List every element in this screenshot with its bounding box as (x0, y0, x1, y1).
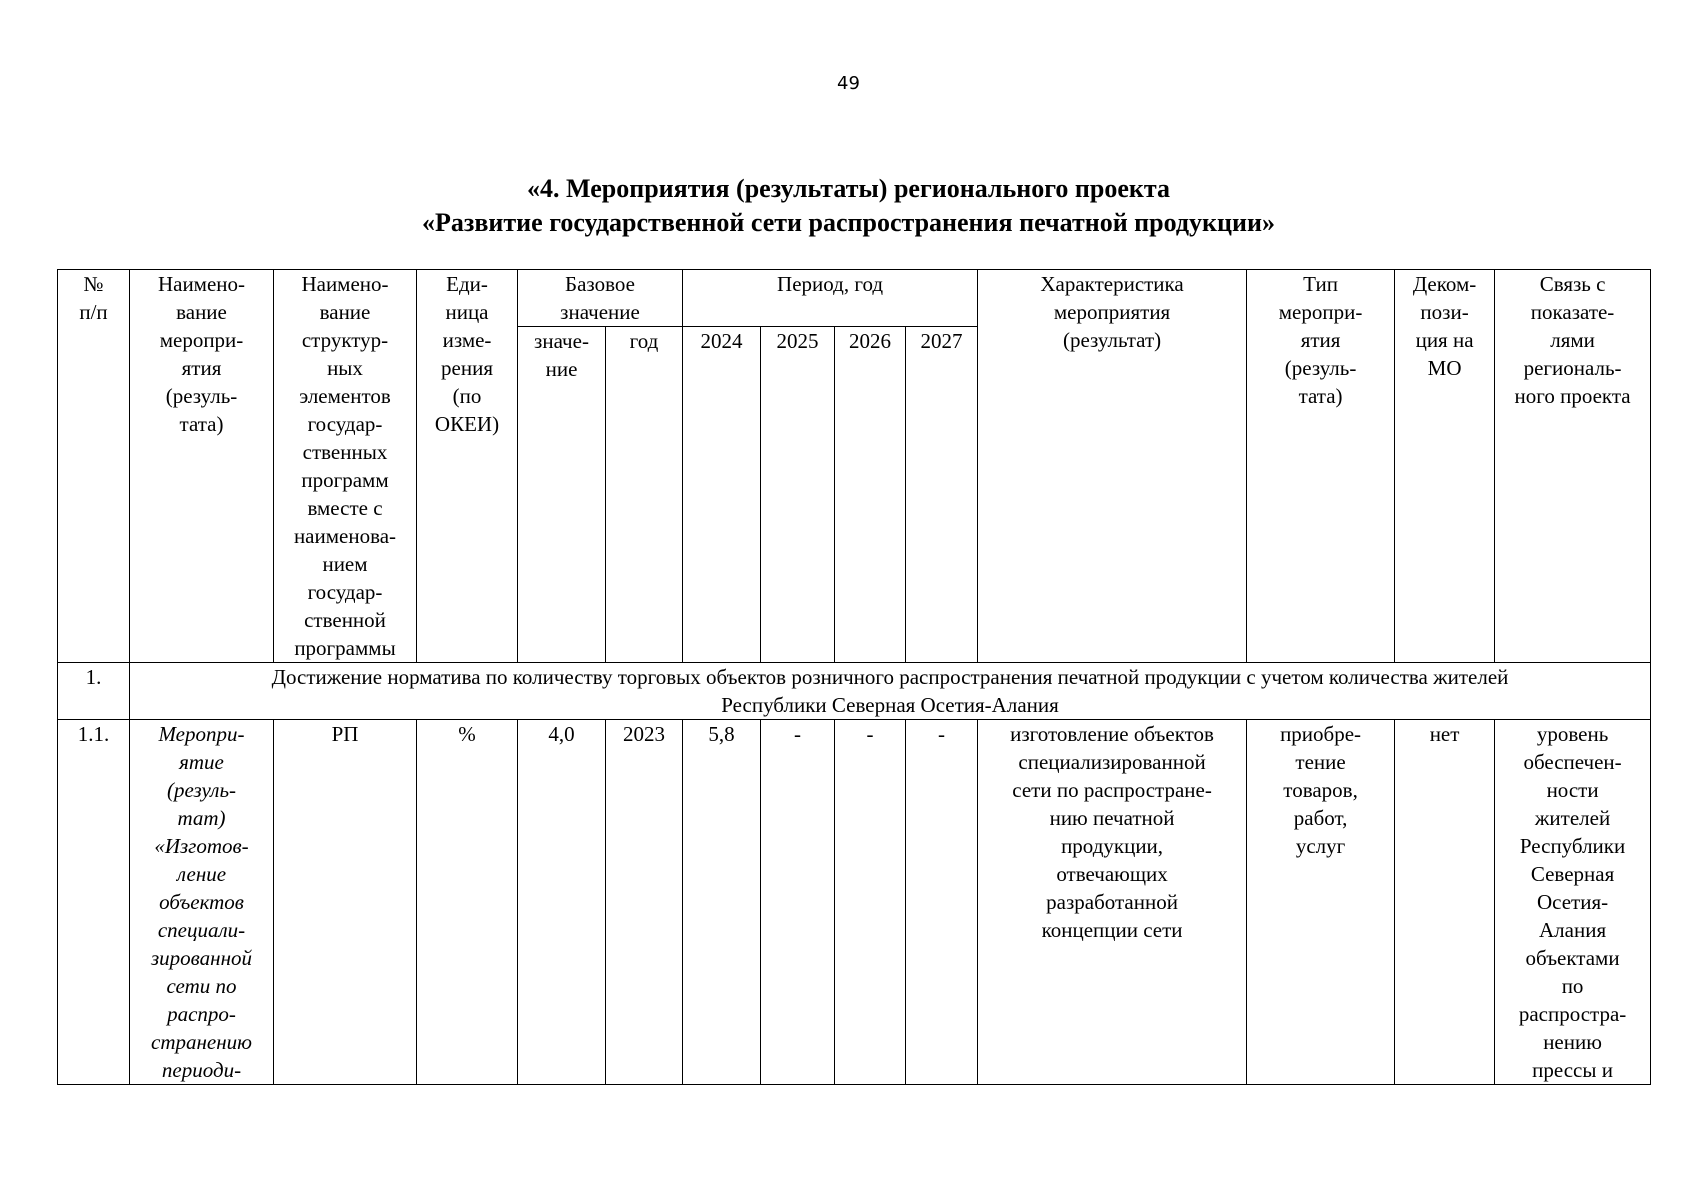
row-unit: % (417, 720, 518, 1085)
row-event-name: Меропри- ятие (резуль- тат) «Изготов- ление объектов специали- зированной сети по распро- странению периоди- (130, 720, 274, 1085)
header-struct-name: Наимено- вание структур- ных элементов государ- ственных программ вместе с наименова- нием государ- ственной программы (274, 270, 417, 663)
row-link: уровень обеспечен- ности жителей Республики Северная Осетия- Алания объектами по распростра- нению прессы и (1495, 720, 1651, 1085)
section-row (58, 663, 1651, 720)
header-year-2027: 2027 (906, 327, 978, 663)
title-line-1: «4. Мероприятия (результаты) регионального проекта (527, 174, 1170, 203)
row-struct-name: РП (274, 720, 417, 1085)
page-number: 49 (837, 73, 860, 94)
table-row (58, 720, 1651, 1085)
header-base-year: год (606, 327, 683, 663)
header-base-value: значе- ние (518, 327, 606, 663)
header-year-2024: 2024 (683, 327, 761, 663)
header-period: Период, год (683, 270, 978, 327)
events-table (57, 269, 1651, 1085)
title-line-2: «Развитие государственной сети распространения печатной продукции» (422, 208, 1275, 237)
row-num: 1.1. (58, 720, 130, 1085)
row-characteristic: изготовление объектов специализированной сети по распростране- нию печатной продукции, отвечающих разработанной концепции сети (978, 720, 1247, 1085)
row-value-2025: - (761, 720, 835, 1085)
row-value-2027: - (906, 720, 978, 1085)
document-title (0, 172, 1697, 240)
header-year-2026: 2026 (835, 327, 906, 663)
header-event-name: Наимено- вание меропри- ятия (резуль- тата) (130, 270, 274, 663)
row-value-2026: - (835, 720, 906, 1085)
header-base: Базовое значение (518, 270, 683, 327)
header-characteristic: Характеристика мероприятия (результат) (978, 270, 1247, 663)
row-value-2024: 5,8 (683, 720, 761, 1085)
row-base-year: 2023 (606, 720, 683, 1085)
row-base-value: 4,0 (518, 720, 606, 1085)
section-text: Достижение норматива по количеству торговых объектов розничного распространения печатной продукции с учетом количества жителей Республики Северная Осетия-Алания (130, 663, 1651, 720)
header-year-2025: 2025 (761, 327, 835, 663)
row-decomposition: нет (1395, 720, 1495, 1085)
header-unit: Еди- ница изме- рения (по ОКЕИ) (417, 270, 518, 663)
section-num: 1. (58, 663, 130, 720)
header-row-1 (58, 270, 1651, 327)
header-link: Связь с показате- лями региональ- ного проекта (1495, 270, 1651, 663)
header-decomposition: Деком- пози- ция на МО (1395, 270, 1495, 663)
row-type: приобре- тение товаров, работ, услуг (1247, 720, 1395, 1085)
header-type: Тип меропри- ятия (резуль- тата) (1247, 270, 1395, 663)
header-num: № п/п (58, 270, 130, 663)
